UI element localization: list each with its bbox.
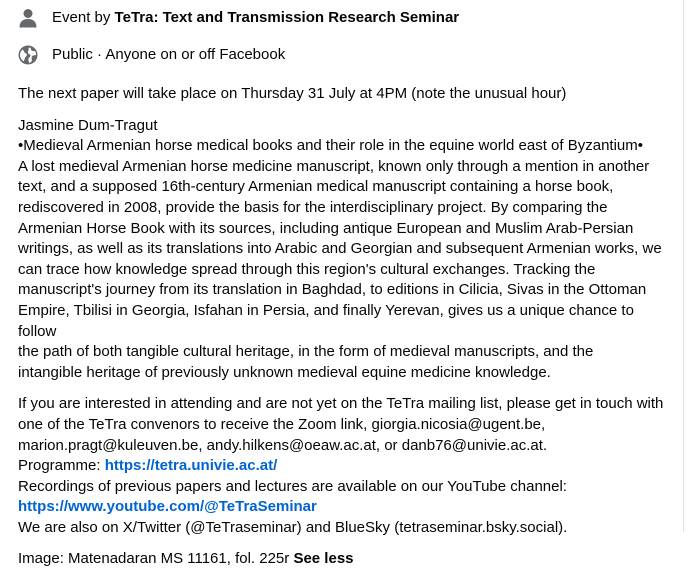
- abstract-line: can trace how knowledge spread through this region's cultural exchanges. Tracking the: [18, 260, 596, 278]
- abstract-line: intangible heritage of previously unknown medieval equine medicine knowledge.: [18, 363, 551, 381]
- event-host-row: [16, 6, 459, 30]
- contact-line: marion.pragt@kuleuven.be, andy.hilkens@oeaw.ac.at, or danb76@univie.ac.at.: [18, 436, 548, 454]
- abstract-line: Empire, Tbilisi in Georgia, Isfahan in Persia, and finally Yerevan, gives us a unique chance to follow: [18, 301, 634, 340]
- programme-label: Programme:: [18, 457, 105, 475]
- social-text: We are also on X/Twitter (@TeTraseminar) and BlueSky (tetraseminar.bsky.social).: [18, 518, 568, 536]
- abstract-line: A lost medieval Armenian horse medicine manuscript, known only through a mention in another: [18, 157, 650, 175]
- speaker-name: Jasmine Dum-Tragut: [18, 116, 158, 134]
- person-icon: [16, 6, 40, 30]
- abstract-line: text, and a supposed 16th-century Armenian medical manuscript containing a horse book,: [18, 178, 614, 196]
- abstract-line: rediscovered in 2008, provide the basis for the interdisciplinary project. By comparing the: [18, 198, 608, 216]
- abstract-line: writings, as well as its translations into Arabic and Georgian and subsequent Armenian works, we: [18, 240, 662, 258]
- image-credit-line: [18, 549, 672, 570]
- host-prefix: Event by: [52, 9, 115, 26]
- paper-title: •Medieval Armenian horse medical books and their role in the equine world east of Byzantium•: [18, 137, 644, 155]
- abstract-line: Armenian Horse Book with its sources, including antique European and Muslim Arab-Persian: [18, 219, 634, 237]
- contact-line: If you are interested in attending and are not yet on the TeTra mailing list, please get in touch with: [18, 395, 664, 413]
- see-less-button[interactable]: See less: [293, 550, 354, 568]
- privacy-text: Public · Anyone on or off Facebook: [52, 46, 286, 63]
- recordings-text: Recordings of previous papers and lectures are available on our YouTube channel:: [18, 477, 567, 495]
- abstract-line: manuscript's journey from its translation in Baghdad, to editions in Cilicia, Sivas in the Ottoman: [18, 281, 647, 299]
- youtube-line: [18, 497, 672, 518]
- contact-line: one of the TeTra convenors to receive the Zoom link, giorgia.nicosia@ugent.be,: [18, 415, 546, 433]
- host-name-link[interactable]: TeTra: Text and Transmission Research Seminar: [114, 9, 460, 26]
- event-description: [18, 84, 672, 570]
- image-credit: Image: Matenadaran MS 11161, fol. 225r: [18, 550, 290, 568]
- programme-link[interactable]: https://tetra.univie.ac.at/: [104, 457, 278, 475]
- youtube-link[interactable]: https://www.youtube.com/@TeTraSeminar: [18, 498, 317, 516]
- programme-line: [18, 456, 672, 477]
- globe-icon: [16, 43, 40, 67]
- abstract-line: the path of both tangible cultural heritage, in the form of medieval manuscripts, and the: [18, 343, 594, 361]
- event-privacy-row: [16, 43, 285, 67]
- intro-text: The next paper will take place on Thursday 31 July at 4PM (note the unusual hour): [18, 85, 567, 102]
